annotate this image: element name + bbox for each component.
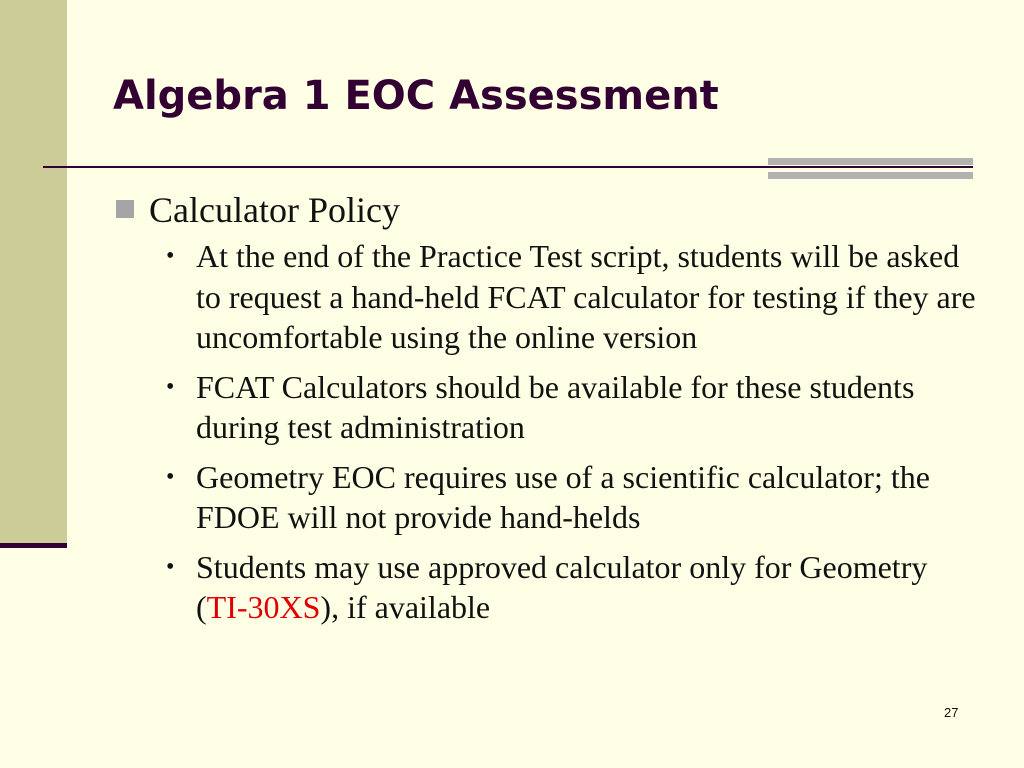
sub-bullet-item xyxy=(166,457,976,538)
accent-bar-top xyxy=(768,158,973,165)
text-prefix: Students may use approved calculator only for Geometry ( xyxy=(196,548,928,625)
sub-bullet-list xyxy=(166,236,976,628)
bullet-heading: Calculator Policy xyxy=(149,190,400,230)
text-suffix: ), if available xyxy=(320,589,491,625)
sub-bullet-text xyxy=(196,547,976,628)
slide-title: Algebra 1 EOC Assessment xyxy=(113,73,719,119)
sub-bullet-item xyxy=(166,236,976,358)
left-band-divider xyxy=(0,543,67,548)
dot-bullet-icon: • xyxy=(166,463,175,490)
slide-body xyxy=(116,188,976,637)
left-decorative-band xyxy=(0,0,67,546)
sub-bullet-item xyxy=(166,367,976,448)
dot-bullet-icon: • xyxy=(166,373,175,400)
bullet-calculator-policy xyxy=(116,188,976,232)
calculator-model-highlight: TI-30XS xyxy=(206,589,321,625)
square-bullet-icon xyxy=(116,200,134,218)
sub-bullet-text: FCAT Calculators should be available for these students during test administration xyxy=(196,368,915,445)
sub-bullet-item xyxy=(166,547,976,628)
divider-accent-bars xyxy=(768,158,973,179)
sub-bullet-text: At the end of the Practice Test script, students will be asked to request a hand-held FCAT calculator for testing if they are uncomfortable using the online version xyxy=(196,238,976,355)
page-number: 27 xyxy=(944,705,959,720)
accent-bar-bottom xyxy=(768,172,973,179)
dot-bullet-icon: • xyxy=(166,243,175,269)
sub-bullet-text: Geometry EOC requires use of a scientific calculator; the FDOE will not provide hand-helds xyxy=(196,458,930,535)
dot-bullet-icon: • xyxy=(166,553,175,580)
